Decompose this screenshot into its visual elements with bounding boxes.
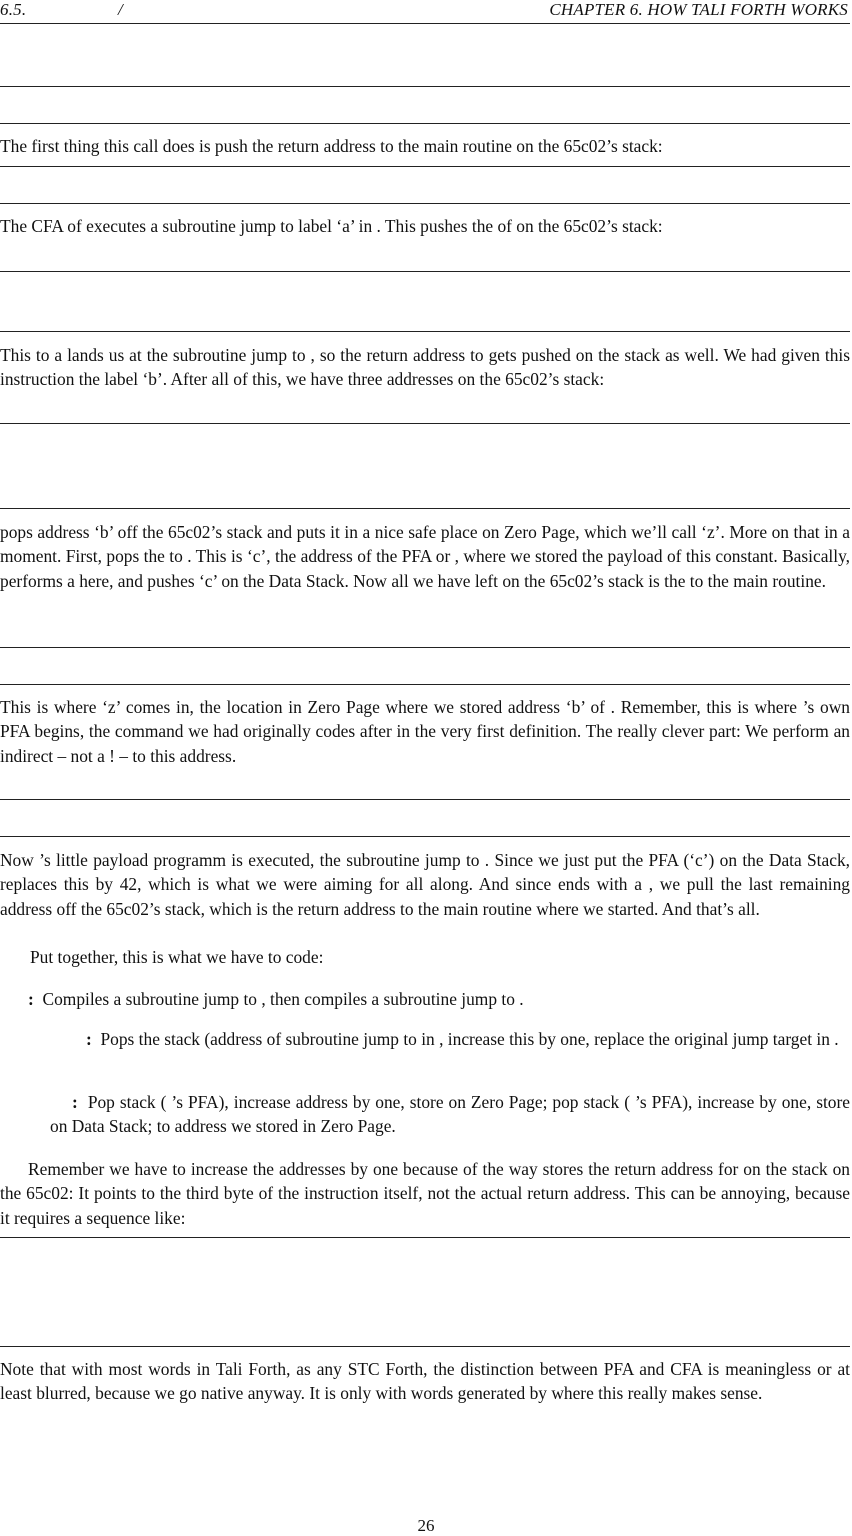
code-block-top-rule <box>0 166 850 167</box>
code-block-top-rule <box>0 423 850 424</box>
paragraph: Note that with most words in Tali Forth, as any STC Forth, the distinction between PFA and CFA is meaningless or at least blurred, because we go native anyway. It is only with words generated by where this really makes sense. <box>0 1359 850 1404</box>
definition-text: Pop stack ( ’s PFA), increase address by one, store on Zero Page; pop stack ( ’s PFA), increase by one, store on Data Stack; to address we stored in Zero Page. <box>50 1092 850 1137</box>
code-block-bottom-rule <box>0 123 850 124</box>
code-block-bottom-rule <box>0 684 850 685</box>
definition-text: Compiles a subroutine jump to , then compiles a subroutine jump to . <box>42 989 524 1009</box>
running-header <box>0 0 850 22</box>
paragraph: The first thing this call does is push the return address to the main routine on the 65c02’s stack: <box>0 136 663 156</box>
code-block-top-rule <box>0 647 850 648</box>
paragraph: This is where ‘z’ comes in, the location in Zero Page where we stored address ‘b’ of . Remember, this is where ’s own PFA begins, the command we had originally codes after in the very first definition. The really clever part: We perform an indirect – not a ! – to this address. <box>0 697 850 766</box>
definition-item <box>50 1090 850 1139</box>
code-block-bottom-rule <box>0 836 850 837</box>
code-block-bottom-rule <box>0 203 850 204</box>
definition-term: : <box>28 989 34 1009</box>
chapter-title: CHAPTER 6. HOW TALI FORTH WORKS <box>549 0 848 19</box>
section-title-separator: / <box>118 0 123 19</box>
paragraph: Put together, this is what we have to code: <box>30 947 324 967</box>
definition-item <box>50 1027 850 1051</box>
code-block-bottom-rule <box>0 508 850 509</box>
definition-term: : <box>86 1029 92 1049</box>
code-block-top-rule <box>0 271 850 272</box>
paragraph: Now ’s little payload programm is executed, the subroutine jump to . Since we just put the PFA (‘c’) on the Data Stack, replaces this by 42, which is what we were aiming for all along. And since ends with a , we pull the last remaining address off the 65c02’s stack, which is the return address to the main routine where we started. And that’s all. <box>0 850 850 919</box>
definition-term: : <box>72 1092 78 1112</box>
paragraph: pops address ‘b’ off the 65c02’s stack and puts it in a nice safe place on Zero Page, which we’ll call ‘z’. More on that in a moment. First, pops the to . This is ‘c’, the address of the PFA or , where we stored the payload of this constant. Basically, performs a here, and pushes ‘c’ on the Data Stack. Now all we have left on the 65c02’s stack is the to the main routine. <box>0 522 850 591</box>
code-block-bottom-rule <box>0 331 850 332</box>
code-block-top-rule <box>0 799 850 800</box>
header-rule <box>0 23 850 24</box>
code-block-bottom-rule <box>0 1346 850 1347</box>
paragraph: The CFA of executes a subroutine jump to label ‘a’ in . This pushes the of on the 65c02’s stack: <box>0 216 663 236</box>
definition-text: Pops the stack (address of subroutine jump to in , increase this by one, replace the original jump target in . <box>100 1029 839 1049</box>
paragraph: This to a lands us at the subroutine jump to , so the return address to gets pushed on the stack as well. We had given this instruction the label ‘b’. After all of this, we have three addresses on the 65c02’s stack: <box>0 345 850 390</box>
code-block-top-rule <box>0 1237 850 1238</box>
paragraph: Remember we have to increase the addresses by one because of the way stores the return address for on the stack on the 65c02: It points to the third byte of the instruction itself, not the actual return address. This can be annoying, because it requires a sequence like: <box>0 1159 850 1228</box>
section-number: 6.5. <box>0 0 27 19</box>
code-block-top-rule <box>0 86 850 87</box>
page-number: 26 <box>417 1516 435 1535</box>
definition-item <box>28 987 850 1011</box>
